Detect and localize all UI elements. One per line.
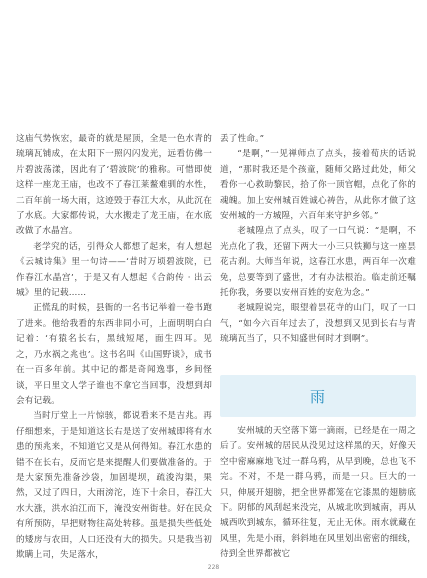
paragraph: 正慌乱的时候，县衙的一名书记举着一卷书跑了进来。他给我看的东西非同小可，上面明明白白记着：‘有猿名长右，黑绒短尾，面生四耳。见之，乃水祸之兆也’。这书名叫《山国野谈》，成书在一百多年前。其中记的都是奇闻逸事，乡间怪谈，平日里文人学子谁也不拿它当回事，没想到却会有记载。 (16, 303, 212, 406)
paragraph: 老学究的话，引得众人都想了起来，有人想起《云城诗集》里一句诗——‘昔时万顷碧波院，已作春江水晶宫’，于是又有人想起《合韵传 · 出云城》里的记载…… (16, 241, 212, 299)
right-text-column-upper (220, 132, 416, 348)
paragraph: 当时厅堂上一片惊骇，都说看来不是吉兆。再仔细想来，于是知道这长右是送了安州城即将有水患的预兆来，不知道它又是从何得知。春江水患的错不在长右，反而它是来提醒人们要做准备的。于是大家预先准备沙袋，加固堤坝，疏浚沟渠，果然，又过了四日，大雨滂沱，连下十余日，春江大水大涨，洪水泊江而下，淹没安州街巷。好在民众有所预防，早把财物往高处转移。虽是损失些低处的矮房与农田，人口还没有大的损失。只是我当初欺瞒上司，失足落水， (16, 411, 212, 560)
paragraph: “是啊，”一见禅师点了点头，接着荀庆的话说道，“那时我还是个孩童，随师父路过此处，师父看你一心救助黎民，拾了你一顶官帽，点化了你的魂魄。加上安州城百姓诚心祷告，从此你才做了这安州城的一方城隍，六百年来守护乡邻。” (220, 149, 416, 222)
page-number: 228 (207, 564, 220, 571)
paragraph: 安州城的天空落下第一滴雨，已经是在一周之后了。安州城的居民从没见过这样黑的天，好像天空中密麻麻地飞过一群乌鸦，从早到晚，总也飞不完。不对，不是一群乌鸦，而是一只。巨大的一只，伸展开翅膀，把全世界都笼在它漆黑的翅膀底下。阴郁的风刮起来没完，从城北吹到城南，再从城西吹到城东，循环往复，无止无休。雨水就藏在风里，先是小雨，斜斜地在风里划出密密的细线，待到全世界都被它 (220, 426, 416, 560)
section-heading-banner (220, 375, 416, 417)
paragraph: 老城隍说完，眼望着昙花寺的山门，叹了一口气，“如今六百年过去了，没想到又见到长右与青琉璃瓦当了，只不知盛世何时才到啊”。 (220, 303, 416, 345)
paragraph: 丢了性命。” (220, 134, 265, 144)
left-text-column (16, 132, 212, 563)
paragraph: 这庙气势恢宏，最奇的就是屋顶，全是一色水青的琉璃瓦铺成，在太阳下一照闪闪发光，远看仿佛一片碧波荡漾，因此有了‘碧波院’的雅称。可惜即使这样一座龙王庙，也改不了春江莱鳌难驯的水性，二百年前一场大雨，这迹毁于春江大水，从此沉在了水底。大家都传说，大水搬走了龙王庙，在水底改做了水晶宫。 (16, 134, 212, 237)
section-heading: 雨 (309, 387, 326, 406)
right-text-column-lower (220, 424, 416, 563)
paragraph: 老城隍点了点头，叹了一口气说：“是啊，不光点化了我，还留下两大一小三只铁狮与这一座昙花古刹。大师当年说，这春江水患，两百年一次难免，总要等到了盛世，才有办法根治。临走前还嘱托你我，务要以安州百姓的安危为念。” (220, 226, 416, 299)
